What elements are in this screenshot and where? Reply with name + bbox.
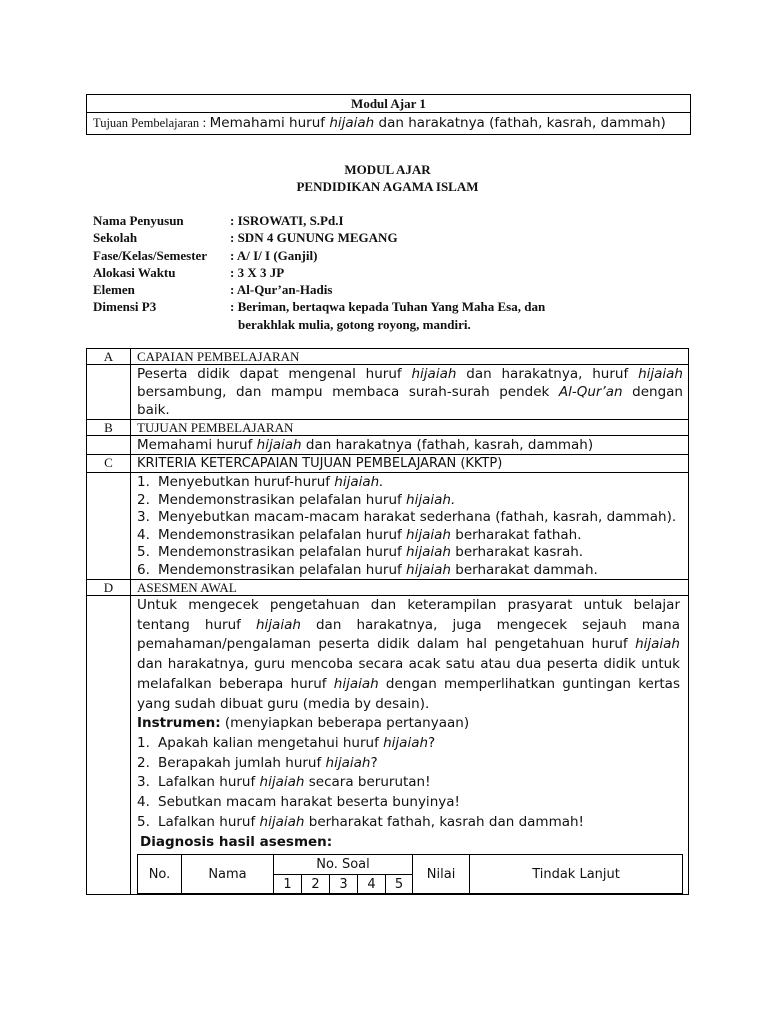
section-a-text: dan harakatnya, huruf	[456, 366, 639, 382]
list-item-number: 4.	[137, 794, 150, 811]
list-item-text: Lafalkan huruf	[158, 813, 260, 830]
identity-value-continuation: berakhlak mulia, gotong royong, mandiri.	[238, 316, 471, 332]
list-item-text: secara berurutan!	[304, 774, 431, 791]
identity-key: Sekolah	[93, 230, 138, 246]
question-list	[137, 734, 680, 833]
assessment-text: Untuk mengecek pengetahuan dan keterampilan prasyarat untuk belajar tentang huruf	[137, 597, 680, 633]
identity-key: Dimensi P3	[93, 299, 157, 315]
section-d-letter: D	[87, 580, 131, 596]
section-a-italic: hijaiah	[411, 366, 457, 382]
diagnosis-question-col: 4	[358, 874, 386, 894]
list-item-italic: hijaiah	[406, 561, 451, 578]
document-title: MODUL AJAR	[344, 162, 431, 177]
list-item	[137, 773, 680, 793]
identity-value: : Beriman, bertaqwa kepada Tuhan Yang Maha Esa, dan	[230, 299, 546, 315]
list-item	[137, 492, 683, 510]
section-b-heading: TUJUAN PEMBELAJARAN	[131, 420, 689, 436]
list-item-number: 3.	[137, 509, 150, 525]
section-c-body-row	[87, 473, 689, 580]
identity-value: : ISROWATI, S.Pd.I	[230, 213, 344, 228]
section-b-body	[131, 436, 689, 455]
list-item-number: 2.	[137, 754, 150, 771]
list-item-italic: hijaiah	[383, 734, 429, 751]
list-item-text: Mendemonstrasikan pelafalan huruf	[158, 491, 407, 508]
list-item	[137, 813, 680, 833]
list-item-italic: hijaiah	[325, 754, 371, 771]
diagnosis-table	[137, 854, 683, 894]
identity-key: Alokasi Waktu	[93, 264, 176, 280]
assessment-text: dan harakatnya, guru mencoba secara acak satu atau dua peserta didik untuk melafalkan beberapa huruf	[137, 656, 680, 692]
list-item-italic: hijaiah	[406, 544, 451, 560]
list-item-text: berharakat dammah.	[450, 561, 598, 578]
section-b-spacer	[87, 436, 131, 455]
section-b-letter: B	[87, 420, 131, 436]
section-c-letter: C	[87, 455, 131, 473]
document-subtitle: PENDIDIKAN AGAMA ISLAM	[296, 179, 479, 194]
diagnosis-col-follow-up: Tindak Lanjut	[470, 855, 683, 894]
assessment-italic: hijaiah	[255, 616, 301, 633]
instrument-line	[137, 714, 680, 734]
assessment-text: dengan memperlihatkan guntingan kertas yang sudah dibuat guru (media by desain).	[137, 675, 680, 712]
diagnosis-col-score: Nilai	[413, 855, 470, 894]
section-a-spacer	[87, 365, 131, 420]
diagnosis-col-name: Nama	[182, 855, 274, 894]
assessment-italic: hijaiah	[635, 636, 680, 653]
objective-italic: hijaiah	[329, 115, 375, 131]
list-item	[137, 754, 680, 774]
section-b-italic: hijaiah	[256, 437, 302, 453]
kktp-list	[137, 474, 683, 579]
list-item-italic: hijaiah.	[334, 474, 384, 490]
list-item-text: Mendemonstrasikan pelafalan huruf	[158, 561, 407, 578]
assessment-paragraph	[137, 596, 680, 714]
list-item-text: ?	[370, 754, 378, 771]
list-item-italic: hijaiah.	[406, 491, 456, 508]
section-c-spacer	[87, 473, 131, 580]
list-item-text: Menyebutkan huruf-huruf	[158, 474, 335, 490]
diagnosis-col-question-number: No. Soal	[274, 855, 413, 875]
list-item-text: Mendemonstrasikan pelafalan huruf	[158, 526, 407, 543]
list-item-text: Berapakah jumlah huruf	[158, 754, 326, 771]
list-item-number: 2.	[137, 491, 150, 508]
module-header-title: Modul Ajar 1	[87, 95, 690, 113]
list-item-text: Sebutkan macam harakat beserta bunyinya!	[158, 794, 460, 811]
section-a-header-row	[87, 349, 689, 365]
objective-text-part1: Memahami huruf	[209, 115, 330, 131]
list-item-number: 4.	[137, 526, 150, 543]
list-item	[137, 793, 680, 813]
list-item-text: Menyebutkan macam-macam harakat sederhana (fathah, kasrah, dammah).	[158, 509, 677, 525]
identity-value: : A/ I/ I (Ganjil)	[230, 247, 318, 263]
section-a-italic: Al-Qur’an	[558, 384, 623, 400]
module-header-objective	[87, 113, 690, 134]
list-item	[137, 734, 680, 754]
section-a-heading: CAPAIAN PEMBELAJARAN	[131, 349, 689, 365]
identity-value: : 3 X 3 JP	[230, 264, 285, 280]
list-item-text: Lafalkan huruf	[158, 774, 260, 791]
module-header-box	[86, 94, 691, 135]
identity-key: Fase/Kelas/Semester	[93, 247, 208, 263]
section-a-letter: A	[87, 349, 131, 365]
list-item-number: 1.	[137, 474, 150, 490]
section-a-text: bersambung, dan mampu membaca surah-surah pendek	[137, 384, 559, 400]
list-item-number: 1.	[137, 734, 150, 751]
list-item-text: ?	[428, 734, 436, 751]
section-b-header-row	[87, 420, 689, 436]
list-item	[137, 527, 683, 545]
section-c-header-row	[87, 455, 689, 473]
section-d-body	[131, 596, 689, 895]
list-item-text: Apakah kalian mengetahui huruf	[158, 734, 384, 751]
diagnosis-question-col: 2	[302, 874, 330, 894]
list-item-italic: hijaiah	[406, 526, 451, 543]
instrument-label: Instrumen:	[137, 715, 221, 732]
list-item-number: 6.	[137, 561, 150, 578]
section-c-heading: KRITERIA KETERCAPAIAN TUJUAN PEMBELAJARAN (KKTP)	[131, 455, 689, 473]
list-item-text: berharakat fathah.	[450, 526, 582, 543]
list-item-number: 3.	[137, 774, 150, 791]
section-b-body-row	[87, 436, 689, 455]
section-b-text: Memahami huruf	[137, 437, 257, 453]
section-d-spacer	[87, 596, 131, 895]
diagnosis-title: Diagnosis hasil asesmen:	[140, 834, 333, 851]
objective-label: Tujuan Pembelajaran	[93, 116, 200, 130]
list-item	[137, 544, 683, 562]
section-a-text: dengan baik.	[137, 384, 683, 418]
list-item	[137, 509, 683, 527]
diagnosis-question-col: 1	[274, 874, 302, 894]
section-a-body	[131, 365, 689, 420]
list-item	[137, 474, 683, 492]
assessment-text: dan harakatnya, juga mengecek sejauh mana pemahaman/pengalaman peserta didik dalam hal pengetahuan huruf	[137, 616, 680, 653]
list-item-text: berharakat kasrah.	[450, 544, 584, 560]
identity-key: Nama Penyusun	[93, 213, 184, 228]
section-d-body-row	[87, 596, 689, 895]
objective-separator: :	[199, 115, 210, 130]
section-a-italic: hijaiah	[638, 366, 683, 382]
list-item-italic: hijaiah	[259, 774, 305, 791]
list-item-text: berharakat fathah, kasrah dan dammah!	[304, 813, 584, 830]
list-item	[137, 562, 683, 580]
list-item-number: 5.	[137, 544, 150, 560]
instrument-note: (menyiapkan beberapa pertanyaan)	[220, 715, 470, 732]
identity-value: : Al-Qur’an-Hadis	[230, 282, 333, 298]
list-item-number: 5.	[137, 813, 150, 830]
list-item-text: Mendemonstrasikan pelafalan huruf	[158, 544, 407, 560]
diagnosis-header-row	[138, 855, 683, 875]
identity-value: : SDN 4 GUNUNG MEGANG	[230, 230, 398, 246]
section-b-text: dan harakatnya (fathah, kasrah, dammah)	[301, 437, 594, 453]
section-d-header-row	[87, 580, 689, 596]
list-item-italic: hijaiah	[259, 813, 305, 830]
objective-text-part2: dan harakatnya (fathah, kasrah, dammah)	[374, 115, 666, 131]
section-a-body-row	[87, 365, 689, 420]
diagnosis-col-no: No.	[138, 855, 182, 894]
module-content-table	[86, 348, 689, 895]
assessment-italic: hijaiah	[333, 675, 379, 692]
section-c-body	[131, 473, 689, 580]
section-d-heading: ASESMEN AWAL	[131, 580, 689, 596]
diagnosis-question-col: 5	[386, 874, 413, 894]
identity-key: Elemen	[93, 282, 135, 298]
section-a-text: Peserta didik dapat mengenal huruf	[137, 366, 412, 382]
diagnosis-question-col: 3	[330, 874, 358, 894]
